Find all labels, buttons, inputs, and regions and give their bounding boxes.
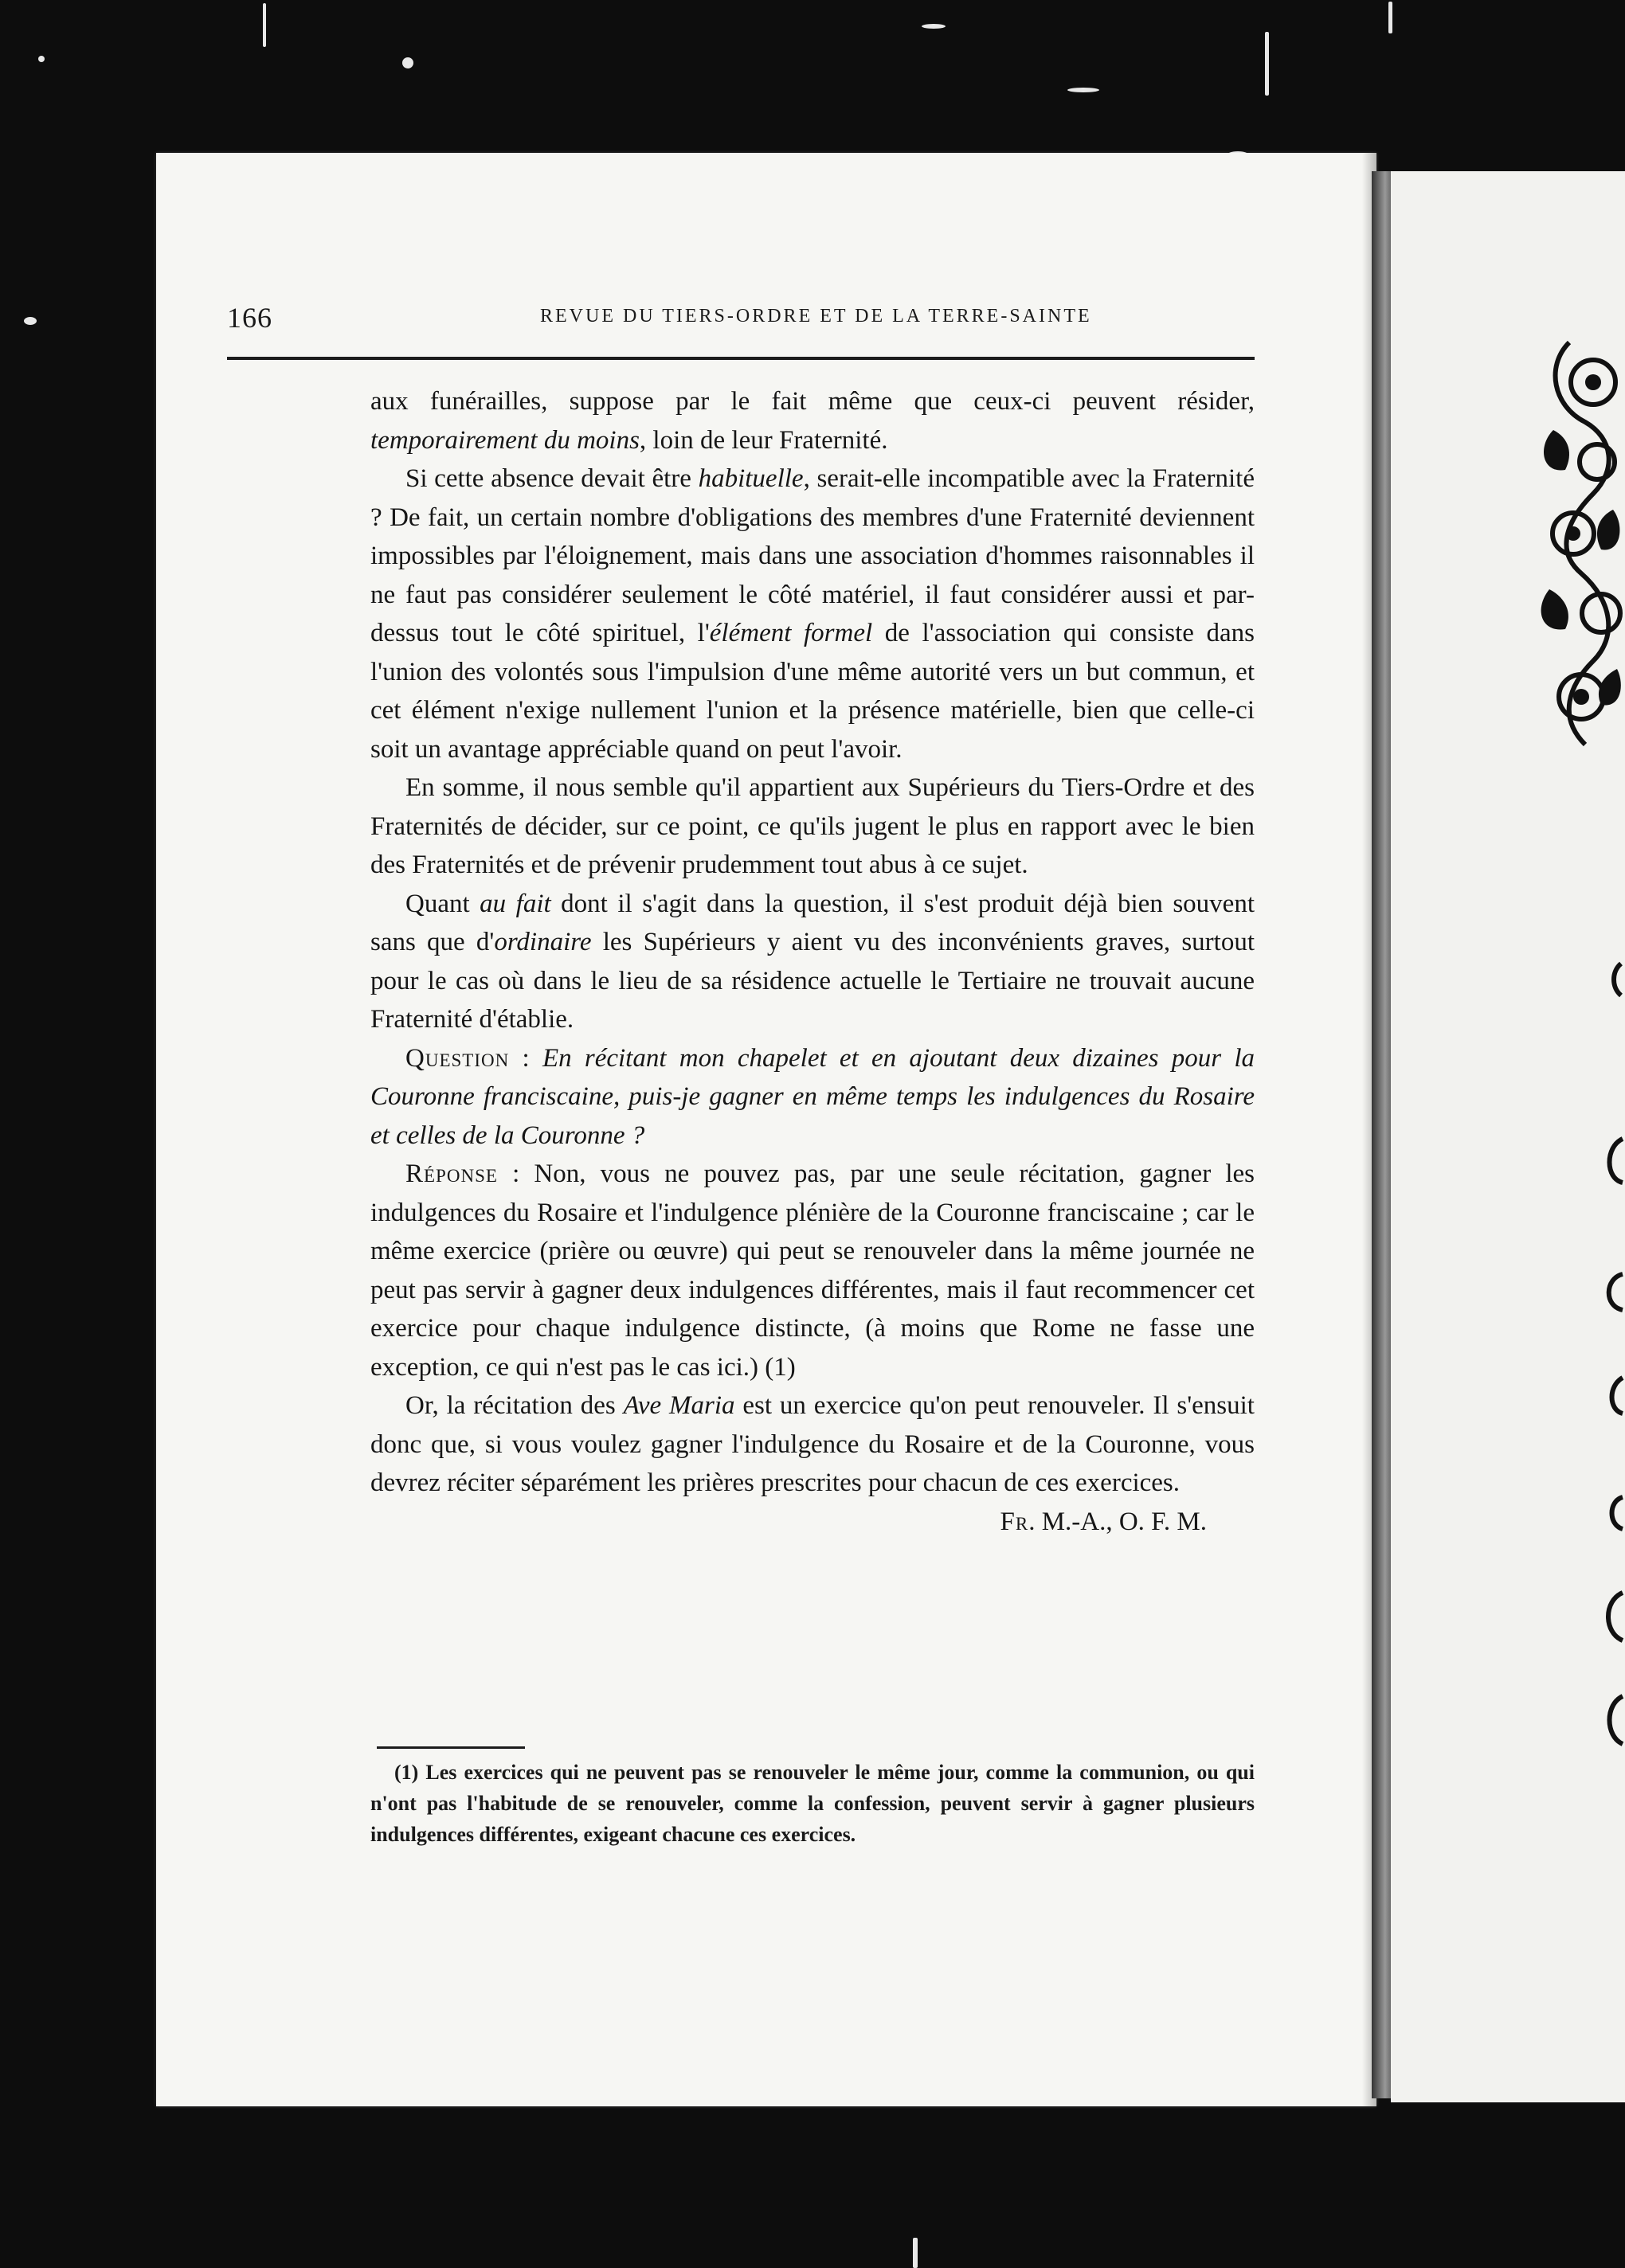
text-run: aux funérailles, suppose par le fait même que ceux-ci peuvent résider, — [370, 387, 1255, 416]
cropped-text-fragments — [1581, 940, 1625, 1776]
question-paragraph — [370, 1039, 1255, 1156]
paragraph — [370, 885, 1255, 1039]
text-run: les Supérieurs y aient vu des inconvénients graves, surtout pour le cas où dans le lieu de sa résidence actuelle le Tertiaire ne trouvait aucune Fraternité d'établie. — [370, 928, 1255, 1034]
answer-paragraph — [370, 1155, 1255, 1386]
dust-speck — [913, 2238, 918, 2268]
text-run: Or, la récitation des — [405, 1391, 624, 1420]
header-rule — [227, 357, 1255, 360]
page-number: 166 — [227, 302, 272, 334]
paragraph — [370, 768, 1255, 885]
text-run: dont il s'agit dans la question, il s'est produit déjà bien souvent sans que d' — [370, 889, 1255, 956]
small-caps-run: Question — [405, 1043, 510, 1073]
text-run: Si cette absence devait être — [405, 464, 699, 493]
italic-run: élément formel — [709, 619, 873, 647]
text-run: : Non, vous ne pouvez pas, par une seule récitation, gagner les indulgences du Rosaire et l'indulgence plénière de la Couronne franciscaine ; car le même exercice (prière ou œuvre) qui peut se renouveler dans la même journée ne peut pas servir à gagner deux indulgences différentes, mais il faut recommencer cet exercice pour chaque indulgence distincte, (à moins que Rome ne fasse une exception, ce qui n'est pas le cas ici.) (1) — [370, 1159, 1255, 1382]
dust-speck — [1067, 88, 1099, 92]
italic-run: Ave Maria — [623, 1391, 735, 1420]
italic-run: au fait — [480, 889, 551, 918]
text-run: En somme, il nous semble qu'il appartient aux Supérieurs du Tiers-Ordre et des Fraternités de décider, sur ce point, ce qu'ils jugent le plus en rapport avec le bien des Fraternités et de prévenir prudemment tout abus à ce sujet. — [370, 773, 1255, 879]
small-caps-run: Réponse — [405, 1159, 498, 1188]
dust-speck — [263, 3, 266, 47]
floral-ornament-image — [1537, 334, 1625, 749]
paragraph — [370, 382, 1255, 459]
paragraph — [370, 1386, 1255, 1503]
dust-speck — [1265, 32, 1269, 96]
text-run: , loin de leur Fraternité. — [639, 425, 888, 455]
italic-run: ordinaire — [494, 928, 592, 956]
dust-speck — [922, 24, 946, 29]
footnote-rule — [377, 1746, 525, 1749]
footnote: (1) Les exercices qui ne peuvent pas se renouveler le même jour, comme la communion, ou qui n'ont pas l'habitude de se renouveler, comme la confession, peuvent servir à gagner plusieurs indulgences différentes, exigeant chacune ces exercices. — [370, 1761, 1255, 1846]
text-run: Quant — [405, 889, 480, 918]
paragraph — [370, 459, 1255, 768]
running-title: REVUE DU TIERS-ORDRE ET DE LA TERRE-SAINTE — [540, 306, 1092, 327]
body-text — [370, 382, 1255, 1541]
text-run: est un exercice qu'on peut renouveler. Il s'ensuit donc que, si vous voulez gagner l'indulgence du Rosaire et de la Couronne, vous devrez réciter séparément les prières prescrites pour chacun de ces exercices. — [370, 1391, 1255, 1497]
dust-speck — [402, 57, 413, 68]
dust-speck — [24, 317, 37, 325]
italic-run: habituelle — [698, 464, 804, 493]
italic-run: temporairement du moins — [370, 425, 640, 455]
small-caps-run: Fr — [1000, 1507, 1029, 1536]
text-run: , serait-elle incompatible avec la Fraternité ? De fait, un certain nombre d'obligations des membres d'une Fraternité deviennent impossibles par l'éloignement, mais dans une association d'hommes raisonnables il ne faut pas considérer seulement le côté matériel, il faut considérer aussi et par-dessus tout le côté spirituel, l' — [370, 464, 1255, 647]
signature — [370, 1503, 1255, 1542]
footnotes — [370, 1757, 1255, 1850]
text-run: : — [509, 1043, 542, 1073]
dust-speck — [1388, 2, 1392, 33]
running-head — [227, 301, 1255, 341]
text-run: . M.-A., O. F. M. — [1028, 1507, 1207, 1536]
text-run: de l'association qui consiste dans l'union des volontés sous l'impulsion d'une même autorité vers un but commun, et cet élément n'exige nullement l'union et la présence matérielle, bien que celle-ci soit un avantage appréciable quand on peut l'avoir. — [370, 619, 1255, 764]
dust-speck — [38, 56, 45, 62]
italic-run: En récitant mon chapelet et en ajoutant deux dizaines pour la Couronne franciscaine, puis-je gagner en même temps les indulgences du Rosaire et celles de la Couronne ? — [370, 1043, 1255, 1150]
